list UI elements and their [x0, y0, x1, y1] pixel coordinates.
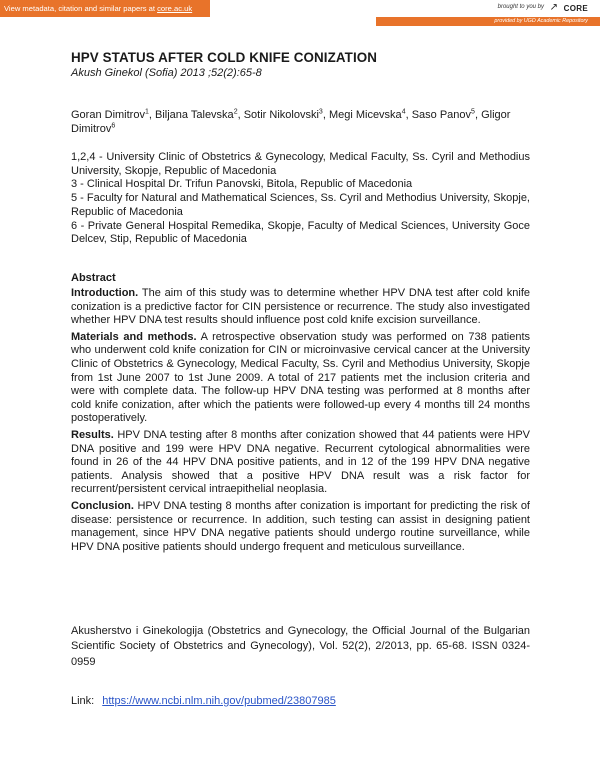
affiliations — [71, 151, 530, 247]
link-row — [71, 695, 336, 707]
abstract-body — [71, 287, 530, 557]
paper-title: HPV STATUS AFTER COLD KNIFE CONIZATION — [71, 50, 378, 65]
core-logo-icon: ↗ — [549, 2, 558, 13]
abstract-results — [71, 429, 530, 497]
section-text: HPV DNA testing 8 months after conization is important for predicting the risk of disease: persistence or recurrence. In addition, such testing can assist in designing patient management, since HPV DNA negative patients should undergo routine surveillance, while HPV DNA positive patients should undergo frequent and meticulous surveillance. — [71, 499, 530, 553]
section-label: Conclusion. — [71, 499, 134, 512]
abstract-conclusion — [71, 500, 530, 554]
abstract-heading: Abstract — [71, 272, 116, 284]
author-name: Goran Dimitrov — [71, 109, 145, 121]
abstract-methods — [71, 331, 530, 426]
pubmed-link[interactable]: https://www.ncbi.nlm.nih.gov/pubmed/23807985 — [102, 695, 336, 707]
author-name: Saso Panov — [411, 109, 472, 121]
author-name: Sotir Nikolovski — [243, 109, 319, 121]
provided-by-banner[interactable]: provided by UGD Academic Repository — [376, 17, 600, 26]
author-name: Megi Micevska — [328, 109, 402, 121]
affiliation-item: 5 - Faculty for Natural and Mathematical Sciences, Ss. Cyril and Methodius University, Skopje, Republic of Macedonia — [71, 192, 530, 218]
abstract-introduction — [71, 287, 530, 328]
author-affiliation-number: 5 — [471, 108, 475, 116]
core-metadata-link[interactable] — [0, 0, 210, 17]
journal-reference: Akush Ginekol (Sofia) 2013 ;52(2):65-8 — [71, 67, 262, 79]
author-affiliation-number: 3 — [318, 108, 323, 116]
section-label: Results. — [71, 428, 114, 441]
author-affiliation-number: 1 — [144, 108, 149, 116]
author-affiliation-number: 2 — [233, 108, 238, 116]
core-logo-text: CORE — [563, 4, 588, 13]
author-list: Goran Dimitrov$^1$, Biljana Talevska$^2$, Sotir Nikolovski$^3$, Megi Micevska$^4$, Saso Panov$^5$, Gligor Dimitrov$^6$ — [71, 108, 511, 135]
author-name: Gligor Dimitrov — [71, 109, 511, 135]
author-affiliation-number: 6 — [111, 122, 116, 130]
affiliation-item: 6 - Private General Hospital Remedika, Skopje, Faculty of Medical Sciences, University Goce Delcev, Stip, Republic of Macedonia — [71, 219, 530, 246]
link-label: Link: — [71, 695, 95, 707]
section-text: The aim of this study was to determine whether HPV DNA test after cold knife conization is a predictive factor for CIN persistence or recurrence. The study also investigated whether HPV DNA test results should influence post cold knife excision surveillance. — [71, 287, 530, 327]
brought-by-text: brought to you by — [497, 4, 544, 10]
core-link-site[interactable]: core.ac.uk — [157, 4, 193, 13]
core-link-text: View metadata, citation and similar papers at — [4, 4, 158, 13]
affiliation-item: 1,2,4 - University Clinic of Obstetrics & Gynecology, Medical Faculty, Ss. Cyril and Methodius University, Skopje, Republic of Macedonia — [71, 151, 530, 177]
section-label: Introduction. — [71, 287, 139, 299]
author-affiliation-number: 4 — [401, 108, 406, 116]
section-text: A retrospective observation study was performed on 738 patients who underwent cold knife conization for CIN or microinvasive cervical cancer at the University Clinic of Obstetrics & Gynecology, Medical Faculty, Ss. Cyril and Methodius University, Skopje from 1st June 2007 to 1st June 2009. A total of 217 patients met the inclusion criteria and were with complete data. The follow-up HPV DNA testing was performed at 8 months after cold knife conization, after which the patients were followed-up every 4 months till 24 months postoperatively. — [71, 330, 530, 425]
section-label: Materials and methods. — [71, 330, 197, 343]
author-name: Biljana Talevska — [155, 109, 234, 121]
affiliation-item: 3 - Clinical Hospital Dr. Trifun Panovski, Bitola, Republic of Macedonia — [71, 178, 413, 191]
citation: Akusherstvo i Ginekologija (Obstetrics and Gynecology, the Official Journal of the Bulgarian Scientific Society of Obstetrics and Gynecology), Vol. 52(2), 2/2013, pp. 65-68. ISSN 0324-0959 — [71, 625, 530, 668]
core-logo[interactable] — [528, 2, 588, 14]
core-banner — [0, 0, 600, 24]
section-text: HPV DNA testing after 8 months after conization showed that 44 patients were HPV DNA positive and 199 were HPV DNA negative. Recurrent cytological abnormalities were found in 26 of the 44 HPV DNA positive patients, and in 12 of the 199 HPV DNA negative patients. Analysis showed that a positive HPV DNA result was a risk factor for recurrent/persistent cervical intraepithelial neoplasia. — [71, 428, 530, 496]
